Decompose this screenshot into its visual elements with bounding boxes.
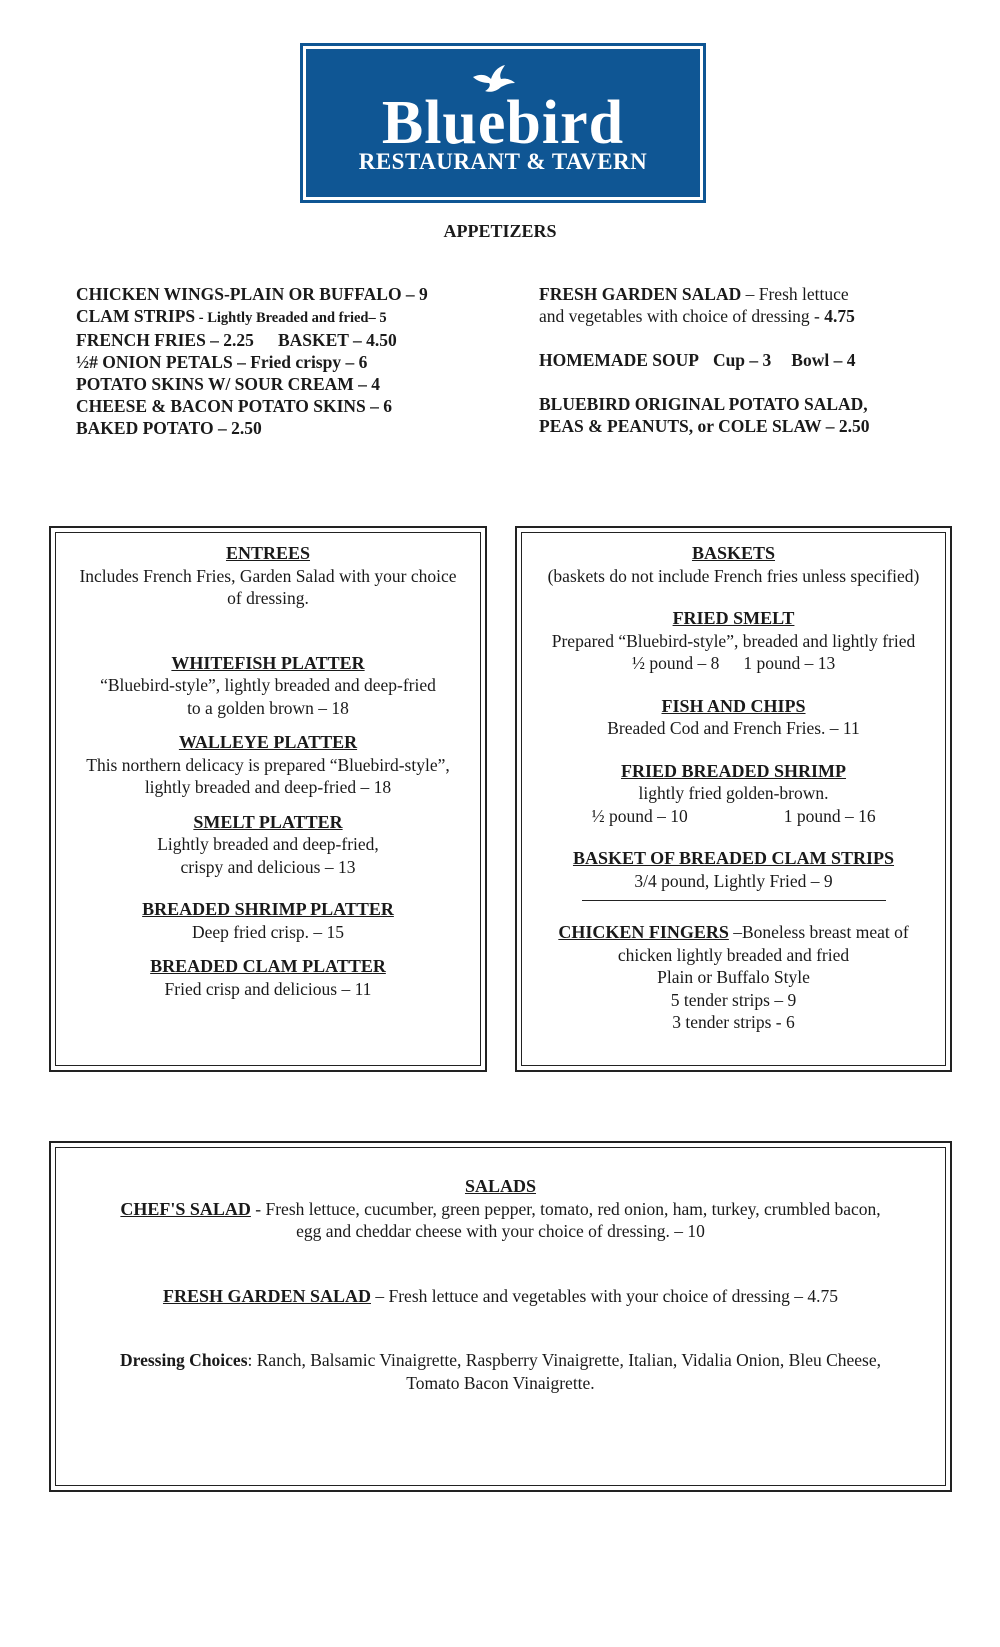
appetizer-item: BAKED POTATO – 2.50 bbox=[76, 418, 262, 438]
appetizer-item: FRENCH FRIES – 2.25 BASKET – 4.50 bbox=[76, 330, 397, 350]
garden-salad-item: FRESH GARDEN SALAD – Fresh lettuce and vegetables with your choice of dressing – 4.75 bbox=[162, 1285, 839, 1306]
dressing-choices: Dressing Choices: Ranch, Balsamic Vinaigrette, Raspberry Vinaigrette, Italian, Vidalia Onion, Bleu Cheese, bbox=[119, 1350, 882, 1370]
appetizers-right-column: FRESH GARDEN SALAD – Fresh lettuce and vegetables with choice of dressing - 4.75 HOMEMADE SOUP Cup – 3 Bowl – 4 BLUEBIRD ORIGINAL POTATO SALAD, PEAS & PEANUTS, or COLE SLAW – 2.50 bbox=[539, 284, 870, 436]
appetizers-title: APPETIZERS bbox=[443, 221, 557, 241]
entree-name: BREADED CLAM PLATTER bbox=[150, 956, 386, 976]
entree-name: BREADED SHRIMP PLATTER bbox=[142, 899, 394, 919]
entree-name: WALLEYE PLATTER bbox=[178, 732, 358, 752]
appetizer-item: CHICKEN WINGS-PLAIN OR BUFFALO – 9 bbox=[76, 284, 428, 304]
baskets-box: BASKETS (baskets do not include French fries unless specified) FRIED SMELT Prepared “Bluebird-style”, breaded and lightly fried ½ pound – 8 1 pound – 13 FISH AND CHIPS Breaded Cod and French Fries. – 11 FRIED BREADED SHRIMP lightly fried golden-brown. ½ pound – 10 1 pound – 16 BASKET OF BREADED CLAM STRIPS 3/4 pound, Lightly Fried – 9 CHICKEN FINGERS –Boneless breast meat of chicken lightly breaded and fried Plain or Buffalo Style 5 tender strips – 9 3 tender strips - 6 bbox=[515, 526, 952, 1072]
appetizer-item: CLAM STRIPS - Lightly Breaded and fried– 5 bbox=[76, 306, 387, 326]
entrees-title: ENTREES bbox=[225, 543, 311, 563]
entree-name: WHITEFISH PLATTER bbox=[171, 652, 365, 673]
chicken-fingers-item: CHICKEN FINGERS –Boneless breast meat of bbox=[558, 922, 909, 942]
basket-name: FRIED SMELT bbox=[672, 608, 795, 628]
appetizer-item: POTATO SKINS W/ SOUR CREAM – 4 bbox=[76, 374, 381, 394]
entrees-box: ENTREES Includes French Fries, Garden Salad with your choice of dressing. WHITEFISH PLATTER “Bluebird-style”, lightly breaded and deep-fried to a golden brown – 18 WALLEYE PLATTER This northern delicacy is prepared “Bluebird-style”, lightly breaded and deep-fried – 18 SMELT PLATTER Lightly breaded and deep-fried, crispy and delicious – 13 BREADED SHRIMP PLATTER Deep fried crisp. – 15 BREADED CLAM PLATTER Fried crisp and delicious – 11 bbox=[49, 526, 487, 1072]
salads-box: SALADS CHEF'S SALAD - Fresh lettuce, cucumber, green pepper, tomato, red onion, ham, turkey, crumbled bacon, egg and cheddar cheese with your choice of dressing. – 10 FRESH GARDEN SALAD – Fresh lettuce and vegetables with your choice of dressing – 4.75 Dressing Choices: Ranch, Balsamic Vinaigrette, Raspberry Vinaigrette, Italian, Vidalia Onion, Bleu Cheese, Tomato Bacon Vinaigrette. bbox=[49, 1141, 952, 1492]
logo-subtitle: RESTAURANT & TAVERN bbox=[358, 149, 648, 174]
baskets-intro: (baskets do not include French fries unless specified) bbox=[547, 565, 920, 586]
basket-name: BASKET OF BREADED CLAM STRIPS bbox=[572, 848, 895, 868]
entree-name: SMELT PLATTER bbox=[193, 811, 343, 832]
basket-name: FRIED BREADED SHRIMP bbox=[620, 760, 847, 781]
appetizer-garden-salad: FRESH GARDEN SALAD – Fresh lettuce bbox=[539, 284, 849, 304]
appetizer-sides: BLUEBIRD ORIGINAL POTATO SALAD, bbox=[539, 394, 868, 414]
appetizers-left-column bbox=[76, 283, 428, 439]
appetizer-soup: HOMEMADE SOUP Cup – 3 Bowl – 4 bbox=[539, 350, 856, 370]
logo-name: Bluebird bbox=[381, 89, 625, 157]
chef-salad-item: CHEF'S SALAD - Fresh lettuce, cucumber, green pepper, tomato, red onion, ham, turkey, crumbled bacon, bbox=[120, 1198, 881, 1219]
appetizer-item: ½# ONION PETALS – Fried crispy – 6 bbox=[76, 352, 368, 372]
restaurant-logo bbox=[303, 46, 703, 200]
salads-title: SALADS bbox=[464, 1176, 537, 1196]
entrees-intro: Includes French Fries, Garden Salad with your choice bbox=[79, 565, 457, 586]
basket-name: FISH AND CHIPS bbox=[661, 695, 806, 716]
baskets-title: BASKETS bbox=[691, 543, 776, 563]
appetizer-item: CHEESE & BACON POTATO SKINS – 6 bbox=[76, 396, 393, 416]
